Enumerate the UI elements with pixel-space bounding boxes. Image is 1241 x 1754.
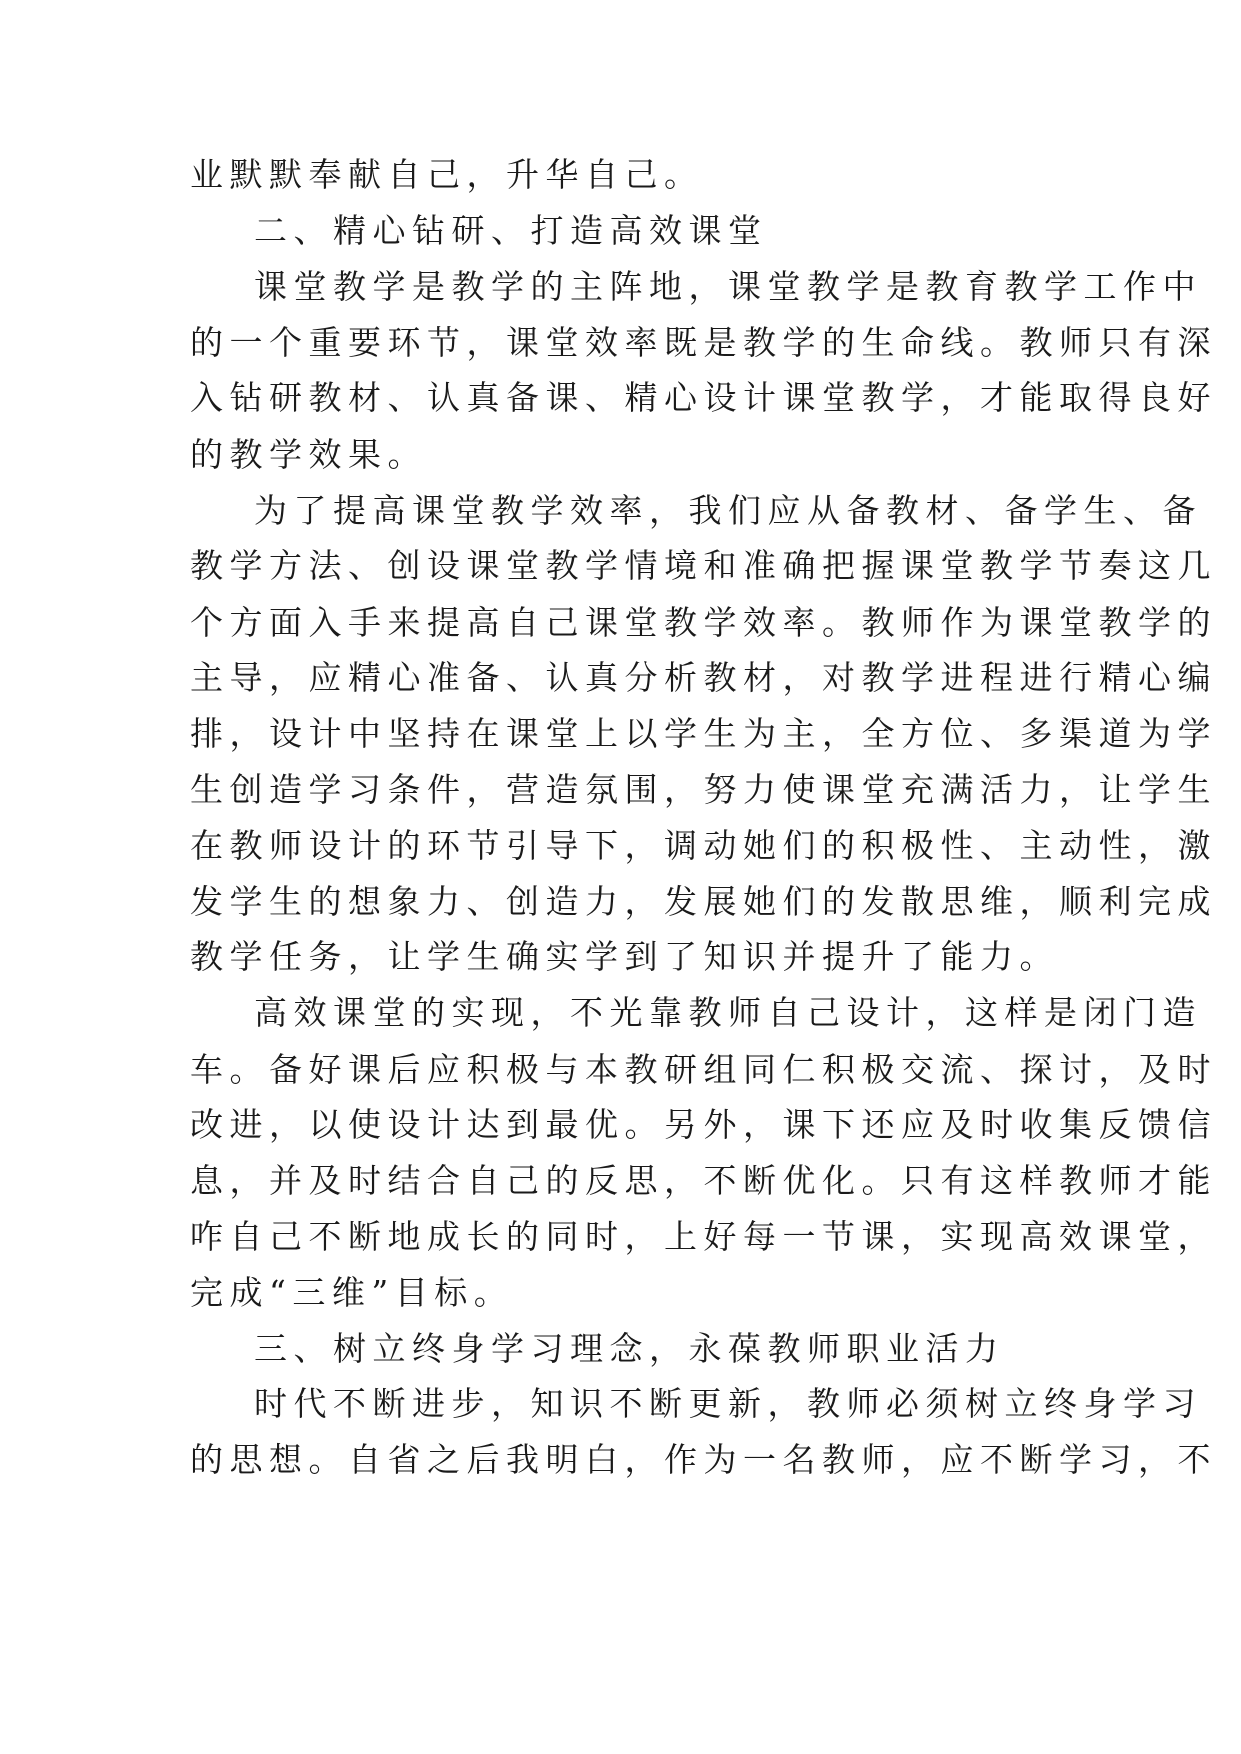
text-line: 课堂教学是教学的主阵地，课堂教学是教育教学工作中 bbox=[254, 267, 1202, 306]
text-line: 教学任务，让学生确实学到了知识并提升了能力。 bbox=[190, 937, 1059, 976]
text-line: 的教学效果。 bbox=[190, 435, 427, 474]
text-line: 个方面入手来提高自己课堂教学效率。教师作为课堂教学的 bbox=[190, 603, 1217, 642]
text-line: 完成“三维”目标。 bbox=[190, 1273, 514, 1312]
text-line: 车。备好课后应积极与本教研组同仁积极交流、探讨，及时 bbox=[190, 1050, 1217, 1089]
text-line: 的思想。自省之后我明白，作为一名教师，应不断学习，不 bbox=[190, 1440, 1217, 1479]
text-line: 排，设计中坚持在课堂上以学生为主，全方位、多渠道为学 bbox=[190, 714, 1217, 753]
text-line: 在教师设计的环节引导下，调动她们的积极性、主动性，激 bbox=[190, 826, 1217, 865]
text-line: 生创造学习条件，营造氛围，努力使课堂充满活力，让学生 bbox=[190, 770, 1217, 809]
text-line: 改进，以使设计达到最优。另外，课下还应及时收集反馈信 bbox=[190, 1105, 1217, 1144]
text-line: 主导，应精心准备、认真分析教材，对教学进程进行精心编 bbox=[190, 658, 1217, 697]
text-line: 高效课堂的实现，不光靠教师自己设计，这样是闭门造 bbox=[254, 993, 1202, 1032]
text-line: 咋自己不断地成长的同时，上好每一节课，实现高效课堂， bbox=[190, 1217, 1217, 1256]
text-line: 为了提高课堂教学效率，我们应从备教材、备学生、备 bbox=[254, 491, 1202, 530]
text-line: 的一个重要环节，课堂效率既是教学的生命线。教师只有深 bbox=[190, 323, 1217, 362]
text-line: 时代不断进步，知识不断更新，教师必须树立终身学习 bbox=[254, 1384, 1202, 1423]
text-line: 发学生的想象力、创造力，发展她们的发散思维，顺利完成 bbox=[190, 882, 1217, 921]
text-line: 入钻研教材、认真备课、精心设计课堂教学，才能取得良好 bbox=[190, 378, 1217, 417]
text-line: 教学方法、创设课堂教学情境和准确把握课堂教学节奏这几 bbox=[190, 546, 1217, 585]
section-heading-3: 三、树立终身学习理念，永葆教师职业活力 bbox=[254, 1329, 1005, 1368]
section-heading-2: 二、精心钻研、打造高效课堂 bbox=[254, 211, 768, 250]
text-line: 业默默奉献自己，升华自己。 bbox=[190, 155, 704, 194]
text-line: 息，并及时结合自己的反思，不断优化。只有这样教师才能 bbox=[190, 1161, 1217, 1200]
